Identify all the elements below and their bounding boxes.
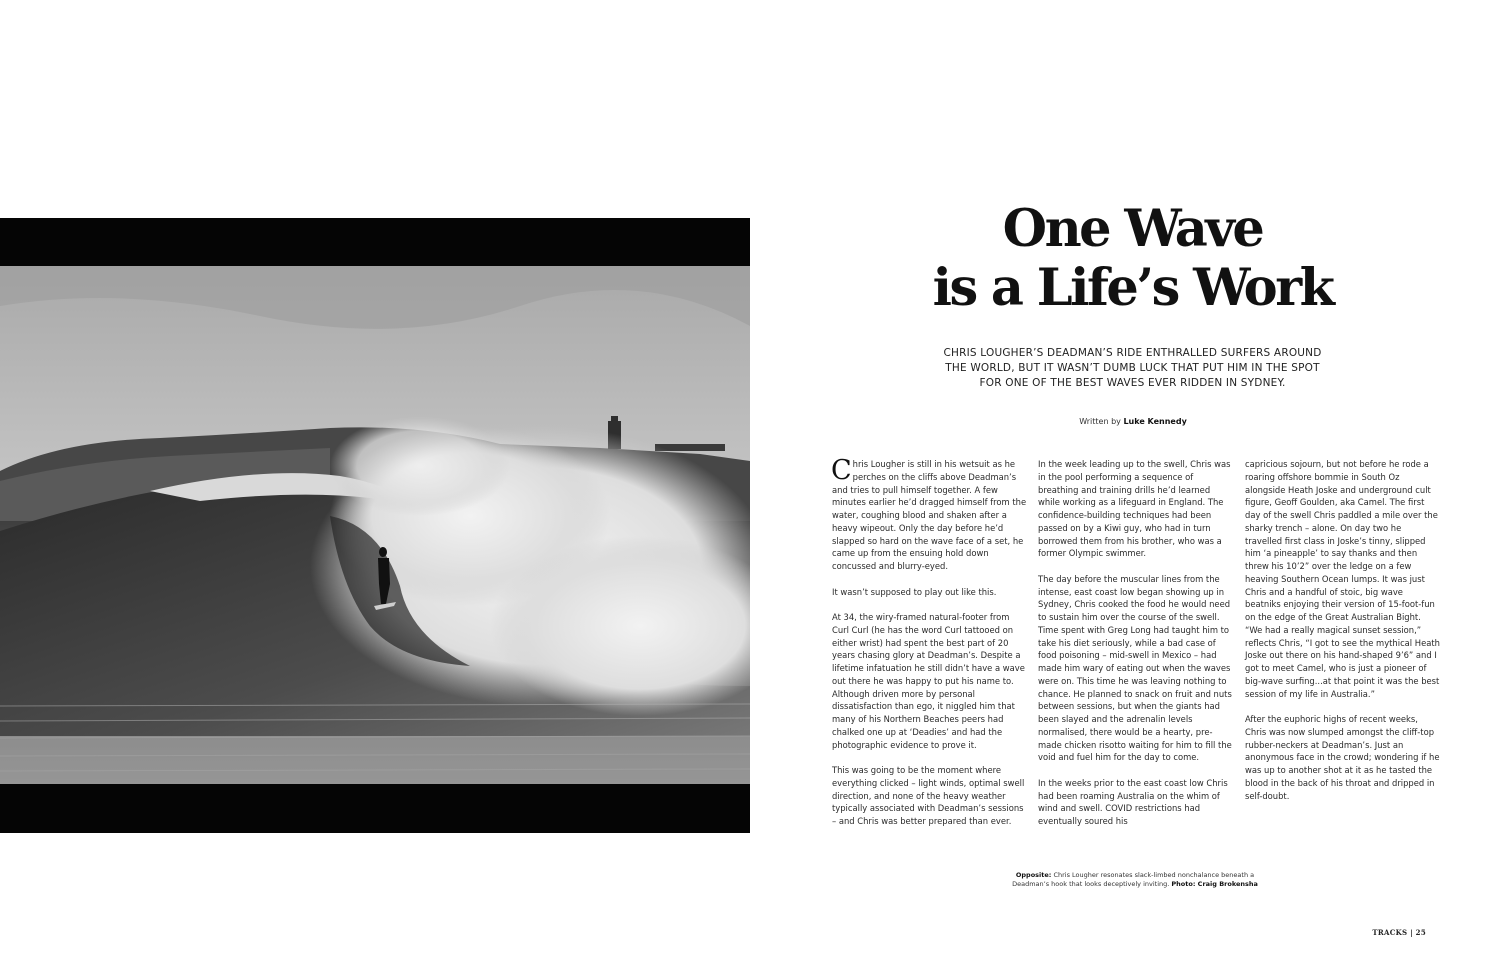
wave-photo [0,266,750,784]
caption-label: Opposite: [1015,871,1052,879]
title-line-2: is a Life’s Work [932,258,1333,318]
title-line-1: One Wave [1002,199,1263,259]
caption-line-1 [960,871,1310,880]
body-column-1 [831,455,1027,841]
paragraph: This was going to be the moment where everything clicked – light winds, optimal swell direction, and none of the heavy weather typically associated with Deadman’s sessions – and Chris was better prepared than ever. [832,765,1025,826]
paragraph [831,455,1027,573]
caption-line-2 [960,880,1310,889]
byline [1000,417,1266,426]
article-title [860,200,1405,318]
photo-frame [0,218,750,833]
drop-cap: C [831,455,852,486]
paragraph: In the weeks prior to the east coast low Chris had been roaming Australia on the whim of wind and swell. COVID restrictions had eventually soured his [1038,777,1228,826]
byline-prefix: Written by [1079,417,1121,426]
body-column-3 [1245,458,1440,815]
standfirst-line-1: CHRIS LOUGHER’S DEADMAN’S RIDE ENTHRALLED SURFERS AROUND [943,347,1322,359]
standfirst-line-3: FOR ONE OF THE BEST WAVES EVER RIDDEN IN SYDNEY. [979,377,1286,389]
page-folio: TRACKS | 25 [1372,928,1426,937]
paragraph: After the euphoric highs of recent weeks, Chris was now slumped amongst the cliff-top rubber-neckers at Deadman’s. Just an anonymous face in the crowd; wondering if he was up to another shot at it as he tasted the blood in the back of his throat and dripped in self-doubt. [1245,714,1440,801]
caption-text-2: Deadman’s hook that looks deceptively inviting. [1012,880,1170,888]
paragraph: The day before the muscular lines from the intense, east coast low began showing up in Sydney, Chris cooked the food he would need to sustain him over the course of the swell. Time spent with Greg Long had taught him to take his diet seriously, while a bad case of food poisoning – mid-swell in Mexico – had made him wary of eating out when the waves were on. This time he was leaving nothing to chance. He planned to snack on fruit and nuts between sessions, but when the giants had been slayed and the adrenalin levels normalised, there would be a hearty, pre-made chicken risotto waiting for him to fill the void and fuel him for the day to come. [1038,573,1232,763]
photo-caption [960,871,1310,889]
caption-text-1: Chris Lougher resonates slack-limbed nonchalance beneath a [1053,871,1255,879]
standfirst [920,346,1345,391]
paragraph: It wasn’t supposed to play out like this. [832,586,997,597]
body-column-2 [1038,458,1233,841]
byline-author: Luke Kennedy [1123,417,1187,426]
paragraph: In the week leading up to the swell, Chris was in the pool performing a sequence of breathing and training drills he’d learned while working as a lifeguard in England. The confidence-building techniques had been passed on by a Kiwi guy, who had in turn borrowed them from his brother, who was a former Olympic swimmer. [1038,459,1231,559]
standfirst-line-2: THE WORLD, BUT IT WASN’T DUMB LUCK THAT PUT HIM IN THE SPOT [945,362,1320,374]
photo-credit: Photo: Craig Brokensha [1171,880,1258,888]
paragraph-text: hris Lougher is still in his wetsuit as he perches on the cliffs above Deadman’s and tries to pull himself together. A few minutes earlier he’d dragged himself from the water, coughing blood and shaken after a heavy wipeout. Only the day before he’d slapped so hard on the wave face of a set, he came up from the ensuing hold down concussed and blurry-eyed. [832,459,1027,571]
paragraph: At 34, the wiry-framed natural-footer from Curl Curl (he has the word Curl tattooed on either wrist) had spent the best part of 20 years chasing glory at Deadman’s. Despite a lifetime infatuation he still didn’t have a wave out there he was happy to put his name to. Although driven more by personal dissatisfaction than ego, it niggled him that many of his Northern Beaches peers had chalked one up at ‘Deadies’ and had the photographic evidence to prove it. [832,612,1025,750]
paragraph: capricious sojourn, but not before he rode a roaring offshore bommie in South Oz alongside Heath Joske and underground cult figure, Geoff Goulden, aka Camel. The first day of the swell Chris paddled a mile over the sharky trench – alone. On day two he travelled first class in Joske’s tinny, slipped him ‘a pineapple’ to say thanks and then threw his 10’2” over the ledge on a few heaving Southern Ocean lumps. It was just Chris and a handful of stoic, big wave beatniks enjoying their version of 15-foot-fun on the edge of the Great Australian Bight. “We had a really magical sunset session,” reflects Chris, “I got to see the mythical Heath Joske out there on his hand-shaped 9’6” and I got to meet Camel, who is just a pioneer of big-wave surfing...at that point it was the best session of my life in Australia.” [1245,459,1440,699]
